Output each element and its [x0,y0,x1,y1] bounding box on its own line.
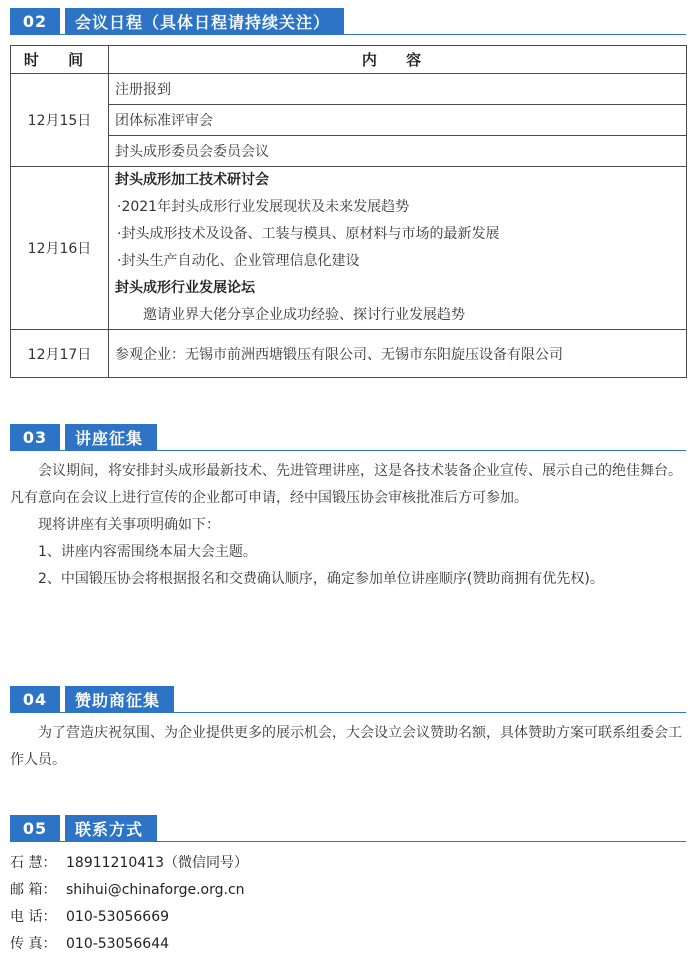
phone-value: 010-53056669 [66,909,170,925]
contact-label: 传 真： [10,936,57,952]
table-row [11,330,687,378]
contact-row [10,931,248,957]
content-cell: 参观企业：无锡市前洲西塘锻压有限公司、无锡市东阳旋压设备有限公司 [109,330,687,378]
contact-label: 石 慧： [10,855,57,871]
date-cell: 12月15日 [11,74,109,167]
section-title: 联系方式 [65,815,157,841]
forum-description: 邀请业界大佬分享企业成功经验、探讨行业发展趋势 [143,307,465,323]
fax-value: 010-53056644 [66,936,170,952]
date-cell: 12月16日 [11,167,109,330]
section-divider [10,712,686,713]
content-cell: 注册报到 [109,74,687,105]
section-divider [10,450,686,451]
section-number: 03 [10,424,60,450]
forum-title: 封头成形加工技术研讨会 [115,172,269,188]
paragraph: 1、讲座内容需围绕本届大会主题。 [38,544,257,560]
header-content: 内 容 [109,46,687,74]
section-number: 05 [10,815,60,841]
paragraph: 会议期间，将安排封头成形最新技术、先进管理讲座，这是各技术装备企业宣传、展示自己的绝佳舞台。凡有意向在会议上进行宣传的企业都可申请，经中国锻压协会审核批准后方可参加。 [10,463,682,506]
lecture-body [10,458,686,593]
section-number: 04 [10,686,60,712]
section-divider [10,34,686,35]
table-row [11,167,687,330]
content-cell: 团体标准评审会 [109,105,687,136]
section-title: 讲座征集 [65,424,157,450]
contact-list [10,850,248,957]
sponsor-body [10,720,686,774]
phone-value: 18911210413（微信同号） [66,855,248,871]
section-02-header [10,8,344,34]
paragraph: 为了营造庆祝氛围、为企业提供更多的展示机会，大会设立会议赞助名额，具体赞助方案可联系组委会工作人员。 [10,725,682,768]
date-cell: 12月17日 [11,330,109,378]
content-cell: 封头成形委员会委员会议 [109,136,687,167]
contact-row [10,850,248,877]
header-time: 时 间 [11,46,109,74]
section-number: 02 [10,8,60,34]
section-divider [10,841,686,842]
schedule-table [10,45,687,378]
table-row [11,74,687,105]
paragraph: 现将讲座有关事项明确如下： [38,517,220,533]
paragraph: 2、中国锻压协会将根据报名和交费确认顺序，确定参加单位讲座顺序(赞助商拥有优先权)。 [38,571,604,587]
topic-item: ·2021年封头成形行业发展现状及未来发展趋势 [117,199,410,215]
section-title: 赞助商征集 [65,686,174,712]
table-row [11,136,687,167]
contact-row [10,904,248,931]
table-header-row [11,46,687,74]
topic-item: ·封头生产自动化、企业管理信息化建设 [117,253,360,269]
contact-row [10,877,248,904]
content-cell [109,167,687,330]
table-row [11,105,687,136]
section-03-header [10,424,157,450]
topic-item: ·封头成形技术及设备、工装与模具、原材料与市场的最新发展 [117,226,500,242]
section-04-header [10,686,174,712]
section-title: 会议日程（具体日程请持续关注） [65,8,344,34]
contact-label: 电 话： [10,909,57,925]
contact-label: 邮 箱： [10,882,57,898]
email-link[interactable]: shihui@chinaforge.org.cn [66,882,245,898]
section-05-header [10,815,157,841]
forum-title: 封头成形行业发展论坛 [115,280,255,296]
